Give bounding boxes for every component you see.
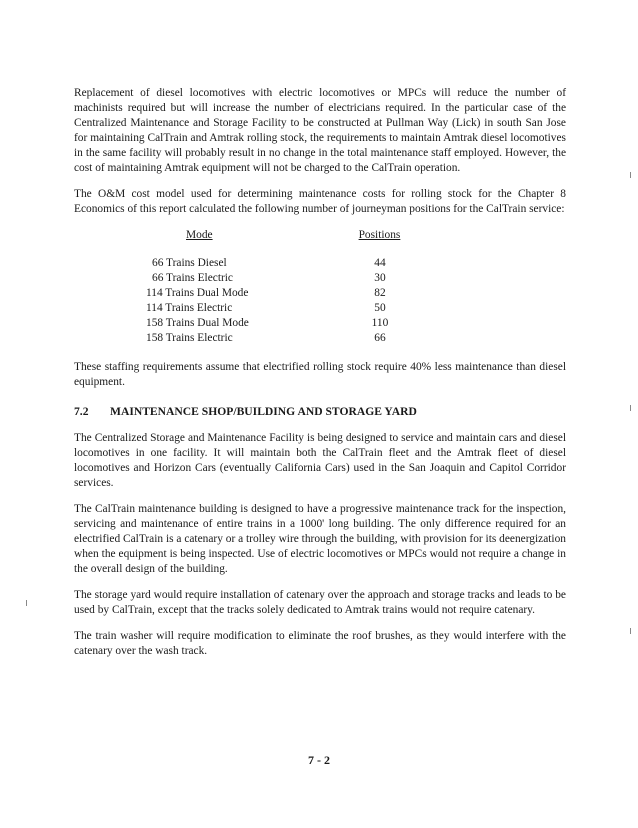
row-mode: 158 Trains Electric	[146, 332, 233, 344]
paragraph-facility-design: The Centralized Storage and Maintenance Facility is being designed to service and maintain cars and diesel locomotives in one facility. It will maintain both the CalTrain fleet and the Amtrak fleet of diesel locomotives and Horizon Cars (eventually California Cars) used in the San Joaquin and Capitol Corridor services.	[74, 432, 566, 489]
row-positions: 30	[374, 272, 386, 284]
scan-artifact	[630, 172, 631, 178]
paragraph-electrification-staffing: Replacement of diesel locomotives with electric locomotives or MPCs will reduce the number of machinists required but will increase the number of electricians required. In the particular case of the Centralized Maintenance and Storage Facility to be constructed at Pullman Way (Lick) in south San Jose for maintaining CalTrain and Amtrak rolling stock, the requirements to maintain Amtrak diesel locomotives in the same facility will probably result in no change in the total maintenance staff employed. However, the cost of maintaining Amtrak equipment will not be charged to the CalTrain operation.	[74, 87, 566, 174]
page-number: 7 - 2	[308, 753, 330, 767]
scan-artifact	[630, 628, 631, 634]
paragraph-storage-yard: The storage yard would require installation of catenary over the approach and storage tracks and leads to be used by CalTrain, except that the tracks solely dedicated to Amtrak trains would not require catenary.	[74, 589, 566, 616]
section-number: 7.2	[74, 405, 89, 418]
table-row	[74, 271, 566, 286]
table-row	[74, 316, 566, 331]
staffing-table	[74, 228, 566, 346]
table-row	[74, 286, 566, 301]
section-title: MAINTENANCE SHOP/BUILDING AND STORAGE YARD	[110, 405, 417, 418]
row-mode: 66 Trains Electric	[152, 272, 233, 284]
row-mode: 114 Trains Electric	[146, 302, 233, 314]
paragraph-staffing-assumption: These staffing requirements assume that electrified rolling stock require 40% less maintenance than diesel equipment.	[74, 361, 566, 388]
row-mode: 66 Trains Diesel	[152, 257, 227, 269]
row-positions: 82	[374, 287, 386, 299]
row-positions: 66	[374, 332, 386, 344]
header-positions: Positions	[358, 229, 401, 241]
document-page	[74, 86, 566, 670]
table-row	[74, 331, 566, 346]
paragraph-om-cost-model: The O&M cost model used for determining maintenance costs for rolling stock for the Chapter 8 Economics of this report calculated the following number of journeyman positions for the CalTrain service:	[74, 188, 566, 215]
scan-artifact	[26, 600, 27, 606]
row-positions: 44	[374, 257, 386, 269]
row-mode: 158 Trains Dual Mode	[146, 317, 249, 329]
paragraph-maintenance-building: The CalTrain maintenance building is designed to have a progressive maintenance track for the inspection, servicing and maintenance of entire trains in a 1000' long building. The only difference required for an electrified CalTrain is a catenary or a trolley wire through the building, with provision for its deenergization when the equipment is being inspected. Use of electric locomotives or MPCs would not require a change in the overall design of the building.	[74, 503, 566, 575]
row-positions: 50	[374, 302, 386, 314]
table-row	[74, 256, 566, 271]
section-heading	[74, 404, 566, 419]
row-positions: 110	[371, 317, 389, 329]
scan-artifact	[630, 405, 631, 411]
staffing-table-header	[74, 228, 566, 243]
header-mode: Mode	[186, 229, 213, 241]
row-mode: 114 Trains Dual Mode	[146, 287, 249, 299]
table-row	[74, 301, 566, 316]
paragraph-train-washer: The train washer will require modification to eliminate the roof brushes, as they would interfere with the catenary over the wash track.	[74, 630, 566, 657]
